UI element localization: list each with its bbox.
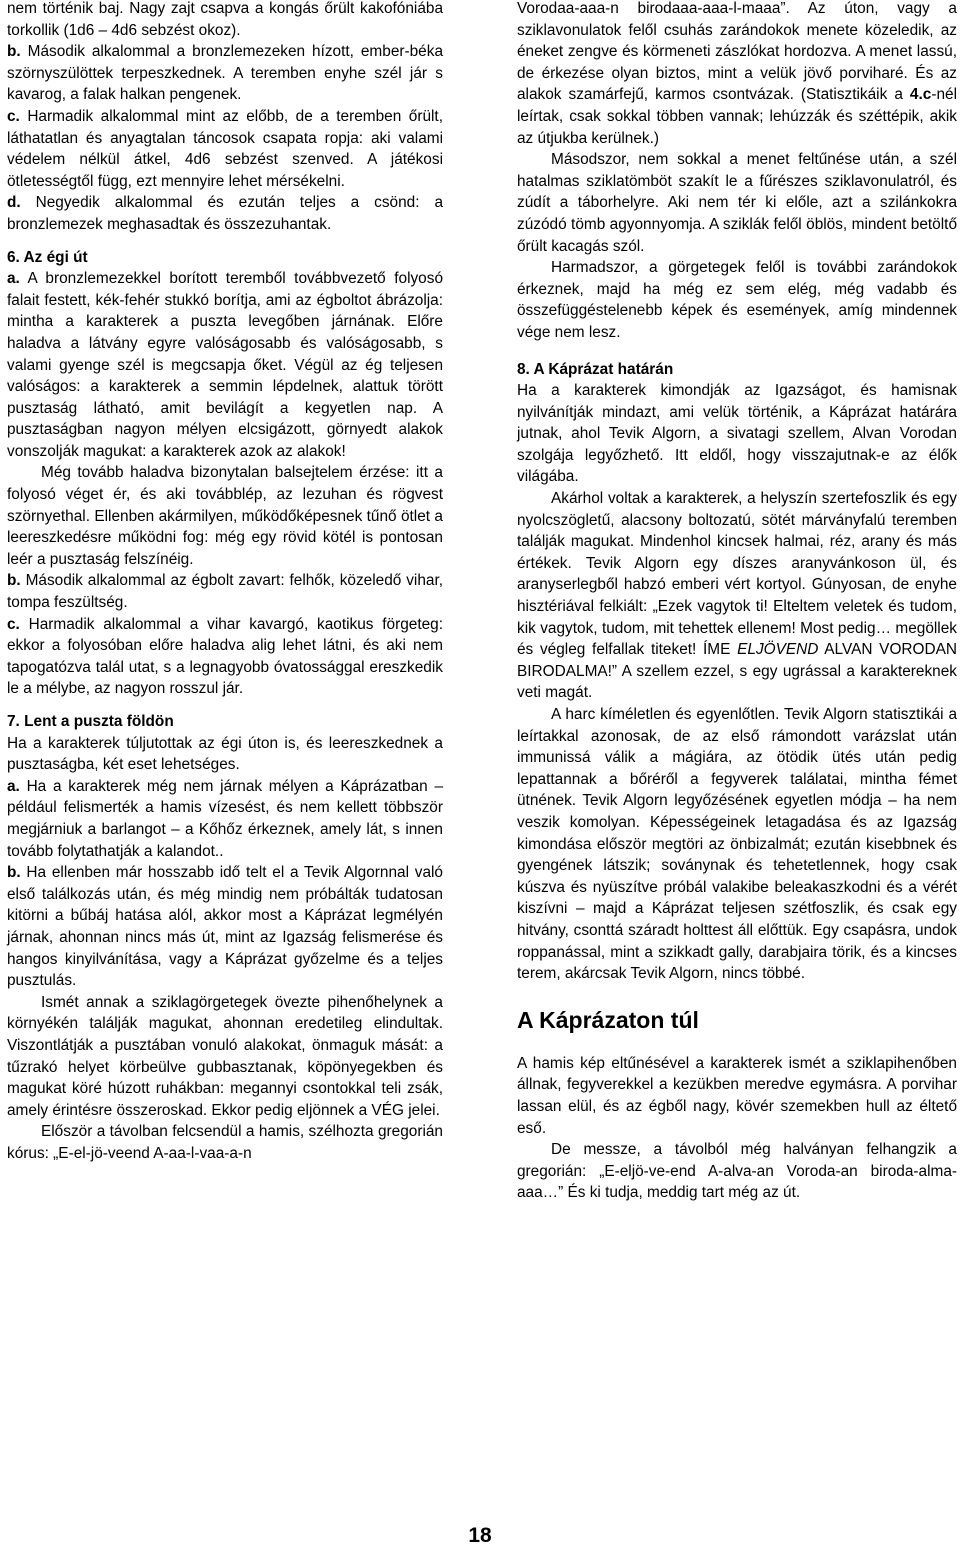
reference-bold: 4.c — [909, 86, 932, 104]
item-text: Ha ellenben már hosszabb idő telt el a Tevik Algornnal való első találkozás után, és még mindig nem próbálták tudatosan kitörni a bűbáj hatása alól, akkor most a Káprázat legmélyén járnak, ahonnan nincs más út, mint az Igazság felismerése és hangos kinyilvánítása, vagy a Káprázat győzelme és a teljes pusztulás. — [7, 864, 443, 990]
item-b — [7, 41, 443, 106]
right-column — [517, 0, 957, 1204]
item-a — [7, 268, 443, 462]
item-a — [7, 776, 443, 862]
item-label: b. — [7, 43, 21, 61]
item-text: Negyedik alkalommal és ezután teljes a csönd: a bronzlemezek meghasadtak és összezuhantak. — [7, 194, 443, 233]
paragraph-continued: nem történik baj. Nagy zajt csapva a kongás őrült kakofóniába torkollik (1d6 – 4d6 sebzést okoz). — [7, 0, 443, 39]
text: Vorodaa-aaa-n birodaaa-aaa-l-maaa”. Az úton, vagy a sziklavonulatok felől csuhás zarándokok menete közeledik, az éneket zengve és körmeneti zászlókat hordozva. A menet lassú, de érkezése olyan biztos, mint a velük jövő porviharé. És az alakok szamárfejű, karmos csontvázak. (Statisztikáik a — [517, 0, 957, 104]
paragraph: A hamis kép eltűnésével a karakterek ismét a sziklapihenőben állnak, fegyverekkel a kezükben meredve egymásra. A porvihar lassan elül, és az égből nagy, kövér szemekben hull az éltető eső. — [517, 1054, 957, 1137]
item-label: c. — [7, 615, 20, 633]
item-c — [7, 614, 443, 700]
item-text: Harmadik alkalommal a vihar kavargó, kaotikus förgeteg: ekkor a folyosóban előre haladva alig lehet látni, és aki nem tapogatózva talál utat, s a legnagyobb óvatossággal ereszkedik le a mélybe, az nagyon rosszul jár. — [7, 615, 443, 698]
paragraph-continued — [517, 0, 957, 149]
item-text: Harmadik alkalommal mint az előbb, de a teremben őrült, láthatatlan és anyagtalan táncosok csapata ropja: aki valami védelem nélkül átkel, 4d6 sebzést szenved. A játékosi ötletességtől függ, ezt mennyire lehet mérsékelni. — [7, 107, 443, 190]
section-heading-8: 8. A Káprázat határán — [517, 360, 674, 378]
item-label: a. — [7, 270, 20, 288]
emphasis: ELJÖVEND — [737, 641, 819, 659]
item-label: a. — [7, 777, 20, 795]
paragraph: Először a távolban felcsendül a hamis, szélhozta gregorián kórus: „E-el-jö-veend A-aa-l-vaa-a-n — [7, 1123, 443, 1162]
paragraph: Még tovább haladva bizonytalan balsejtelem érzése: itt a folyosó véget ér, és aki továbblép, az lezuhan és rögvest szörnyethal. Ellenben akármilyen, működőképesnek tűnő ötlet a leereszkedésre működni fog: még egy rövid kötél is pontosan leér a pusztaság felszínéig. — [7, 464, 443, 568]
section-heading-7: 7. Lent a puszta földön — [7, 713, 174, 730]
item-label: c. — [7, 107, 20, 125]
paragraph: Ha a karakterek túljutottak az égi úton is, és leereszkednek a pusztaságba, két eset lehetséges. — [7, 734, 443, 774]
text: -nél leírtak, csak sokkal többen vannak; lehúzzák és széttépik, akik az útjukba kerülnek.) — [517, 86, 957, 147]
item-label: d. — [7, 194, 21, 212]
item-text: Második alkalommal az égbolt zavart: felhők, közeledő vihar, tompa feszültség. — [7, 572, 443, 612]
item-b — [7, 570, 443, 613]
item-text: Ha a karakterek még nem járnak mélyen a Káprázatban – például felismerték a hamis vízesést, és nem kellett többször megjárniuk a barlangot – a Kőhőz érkeznek, amely lát, s innen tovább folytathatják a kalandot.. — [7, 777, 443, 860]
item-label: b. — [7, 864, 21, 882]
paragraph: Ismét annak a sziklagörgetegek övezte pihenőhelynek a környékén találják magukat, ahonnan eredetileg elindultak. Viszontlátják a pusztában vonuló alakokat, önmaguk mását: a tűzrakó helyet körbeülve gubbasztanak, köpönyegekben és magukat köré húzott ruhákban: megannyi csontokkal teli zsák, amely érintésre összeroskad. Ekkor pedig eljönnek a VÉG jelei. — [7, 993, 443, 1119]
text: ALVAN VORODAN BIRODALMA!” A szellem ezzel, s egy ugrással a karaktereknek veti magát. — [517, 641, 957, 702]
item-text: Második alkalommal a bronzlemezeken hízott, ember-béka szörnyszülöttek terpeszkednek. A teremben enyhe szél jár s kavarog, a falak halkan pengenek. — [7, 43, 443, 104]
paragraph: De messze, a távolból még halványan felhangzik a gregorián: „E-eljö-ve-end A-alva-an Voroda-an biroda-alma-aaa…” És ki tudja, meddig tart még az út. — [517, 1141, 957, 1202]
paragraph: A harc kíméletlen és egyenlőtlen. Tevik Algorn statisztikái a leírtakkal azonosak, de az első rámondott varázslat után immunissá válik a mágiára, az ötödik ütés után pedig lepattannak a bőréről a fegyverek találatai, mintha fémet ütnének. Tevik Algorn legyőzésének egyetlen módja – ha nem veszik komolyan. Képességeinek letagadása és az Igazság kimondása először megtöri az önbizalmát; ezután kisebbnek és gyengének látszik; soványnak és tehetetlennek, hogy csak kúszva és nyüszítve próbál valakibe beleakaszkodni és a vérét kiszívni – majd a Káprázat teljesen szétfoszlik, és csak egy hitvány, csonttá száradt holttest áll előttük. Egy csapásra, undok roppanással, mint a szikkadt gally, darabjaira törik, és a kincses terem, akárcsak Tevik Algorn, nincs többé. — [517, 706, 957, 983]
item-d — [7, 192, 443, 235]
paragraph: Másodszor, nem sokkal a menet feltűnése után, a szél hatalmas sziklatömböt szakít le a fűrészes sziklavonulatról, és zúdít a táborhelyre. Aki nem tér ki előle, azt a szilánkokra zúzódó tömb agyonnyomja. A sziklák felől öblös, mindent betöltő őrült kacagás szól. — [517, 151, 957, 255]
paragraph — [517, 488, 957, 704]
item-b — [7, 862, 443, 992]
paragraph: Ha a karakterek kimondják az Igazságot, és hamisnak nyilvánítják mindazt, ami velük történik, a Káprázat határára jutnak, ahol Tevik Algorn, a sivatagi szellem, Alvan Vorodan szolgája legyőzhető. Itt eldől, hogy visszajutnak-e az élők világába. — [517, 382, 957, 486]
item-label: b. — [7, 572, 21, 590]
left-column — [7, 0, 443, 1164]
item-c — [7, 106, 443, 192]
text: Akárhol voltak a karakterek, a helyszín szertefoszlik és egy nyolcszögletű, alacsony boltozatú, sötét márványfalú teremben találják magukat. Mindenhol kincsek halmai, réz, arany és más értékek. Tevik Algorn egy díszes aranyvánkoson ül, és aranyserlegből habzó emberi vért kortyol. Gúnyosan, de enyhe hisztériával felkiált: „Ezek vagytok ti! Elteltem veletek és tudom, kik vagytok, tudom, mit tehettek ellenem! Most pedig… megöllek és végleg felfallak titeket! ÍME — [517, 490, 957, 659]
page-number: 18 — [468, 1524, 492, 1547]
section-heading-6: 6. Az égi út — [7, 248, 88, 266]
item-text: A bronzlemezekkel borított teremből továbbvezető folyosó falait festett, kék-fehér stukkó borítja, ami az égboltot ábrázolja: mintha a karakterek a puszta levegőben járnának. Előre haladva a látvány egyre valóságosabb és valóságosabb, s valami gyenge szél is megcsapja őket. Végül az ég teljesen valóságos: a karakterek a semmin lépdelnek, alattuk törött pusztaság látható, amit bevilágít a kegyetlen nap. A pusztaságban nagyon mélyen elcsigázott, görnyedt alakok vonszolják magukat: a karakterek azok az alakok! — [7, 270, 443, 460]
paragraph: Harmadszor, a görgetegek felől is további zarándokok érkeznek, majd ha még ez sem elég, még vadabb és összefüggéstelenebb képek és események, amíg mindennek vége nem lesz. — [517, 259, 957, 341]
chapter-heading: A Káprázaton túl — [517, 1006, 699, 1033]
